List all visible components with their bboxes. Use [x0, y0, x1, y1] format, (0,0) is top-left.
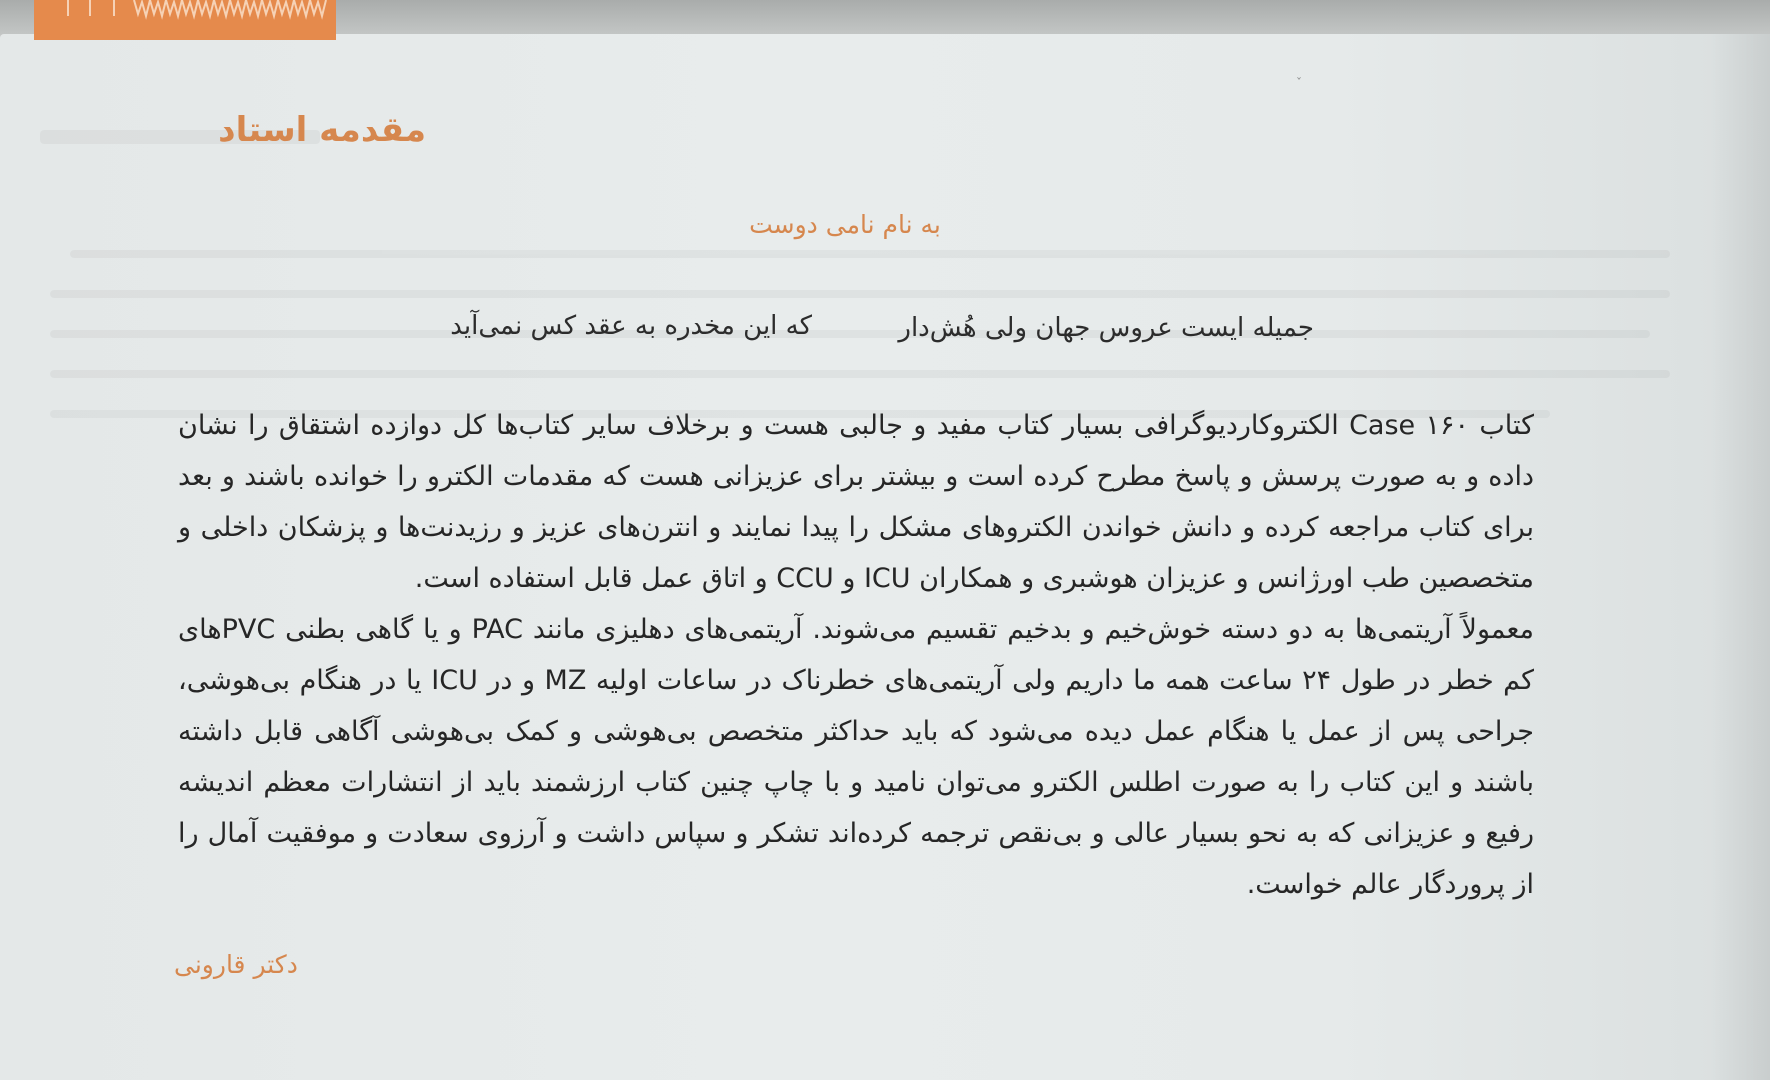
poem-second-hemistich: که این مخدره به عقد کس نمی‌آید: [450, 311, 812, 341]
page-mark: ˇ: [1296, 76, 1302, 90]
page-title: مقدمه استاد: [218, 110, 426, 150]
dedication-line: به نام نامی دوست: [749, 210, 941, 239]
ecg-pattern-icon: [34, 0, 336, 40]
body-paragraph-1: کتاب ۱۶۰ Case الکتروکاردیوگرافی بسیار کتاب مفید و جالبی هست و برخلاف سایر کتاب‌ها کل دوازده اشتقاق را نشان داده و به صورت پرسش و پاسخ مطرح کرده است و بیشتر برای عزیزانی هست که مقدمات الکترو را خوانده باشند و بعد برای کتاب مراجعه کرده و دانش خواندن الکتروهای مشکل را پیدا نمایند و انترن‌های عزیز و رزیدنت‌ها و پزشکان داخلی و متخصصین طب اورژانس و عزیزان هوشبری و همکاران ICU و CCU و اتاق عمل قابل استفاده است.: [178, 410, 1534, 594]
poem-first-hemistich: جمیله ایست عروس جهان ولی هُش‌دار: [898, 313, 1314, 343]
header-decorative-banner: [34, 0, 336, 40]
body-paragraph-2: معمولاً آریتمی‌ها به دو دسته خوش‌خیم و بدخیم تقسیم می‌شوند. آریتمی‌های دهلیزی مانند PAC و یا گاهی بطنی PVCهای کم خطر در طول ۲۴ ساعت همه ما داریم ولی آریتمی‌های خطرناک در ساعات اولیه MZ و در ICU یا در هنگام بی‌هوشی، جراحی پس از عمل یا هنگام عمل دیده می‌شود که باید حداکثر متخصص بی‌هوشی و کمک بی‌هوشی آگاهی قابل داشته باشند و این کتاب را به صورت اطلس الکترو می‌توان نامید و با چاپ چنین کتاب ارزشمند باید از انتشارات معظم اندیشه رفیع و عزیزانی که به نحو بسیار عالی و بی‌نقص ترجمه کرده‌اند تشکر و سپاس داشت و آرزوی سعادت و موفقیت آمال را از پروردگار عالم خواست.: [178, 614, 1535, 900]
author-signature: دکتر قارونی: [174, 950, 298, 979]
page-edge-shadow: [1710, 34, 1770, 1080]
